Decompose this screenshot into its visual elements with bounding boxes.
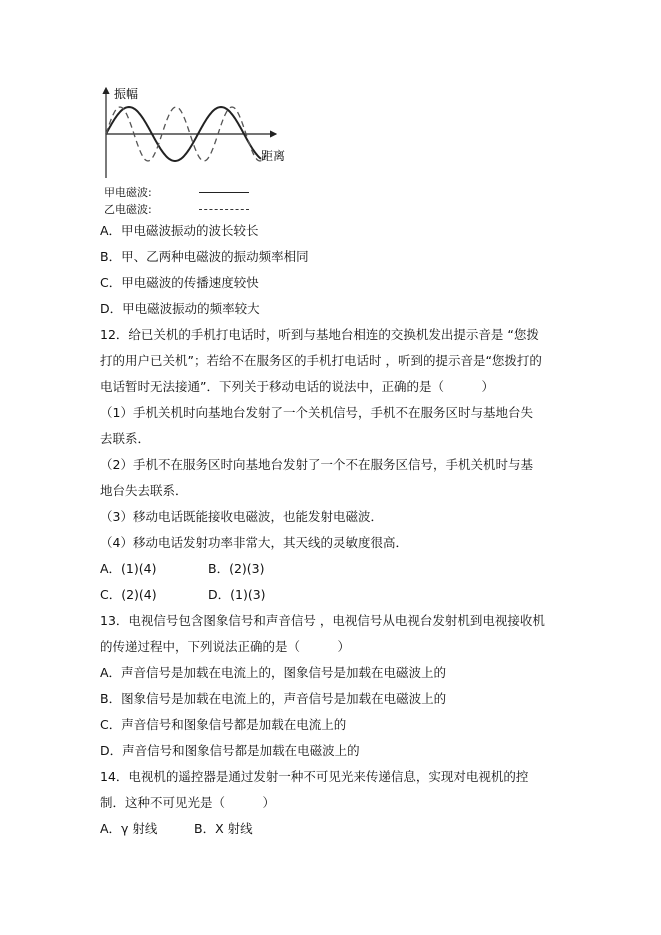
q12-option-a: A．(1)(4) bbox=[100, 561, 157, 576]
q12-options-row bbox=[100, 561, 265, 577]
q12-stem-line: 打的用户已关机”；若给不在服务区的手机打电话时 ，听到的提示音是“您拨打的 bbox=[100, 353, 542, 368]
q13-option-a: A．声音信号是加载在电流上的，图象信号是加载在电磁波上的 bbox=[100, 665, 447, 680]
q12-option-d: D．(1)(3) bbox=[208, 587, 266, 602]
q11-option-d: D．甲电磁波振动的频率较大 bbox=[100, 301, 260, 316]
q12-stem-line: 12．给已关机的手机打电话时，听到与基地台相连的交换机发出提示音是 “您拨 bbox=[100, 327, 539, 342]
q12-statement-line: 去联系． bbox=[100, 431, 151, 446]
legend-jia-line bbox=[199, 192, 249, 193]
q12-option-b: B．(2)(3) bbox=[208, 561, 265, 576]
legend-yi-label: 乙电磁波: bbox=[104, 203, 152, 216]
q14-option-a: A．γ 射线 bbox=[100, 821, 158, 836]
q13-option-c: C．声音信号和图象信号都是加载在电流上的 bbox=[100, 717, 347, 732]
q14-options-row bbox=[100, 821, 253, 837]
q12-statement-line: 地台失去联系． bbox=[100, 483, 188, 498]
wave-diagram bbox=[96, 82, 296, 182]
wave-figure bbox=[96, 82, 296, 182]
q13-stem-line: 13．电视信号包含图象信号和声音信号 ，电视信号从电视台发射机到电视接收机 bbox=[100, 613, 545, 628]
q11-option-c: C．甲电磁波的传播速度较快 bbox=[100, 275, 259, 290]
q12-statement-line: （1）手机关机时向基地台发射了一个关机信号，手机不在服务区时与基地台失 bbox=[100, 405, 533, 420]
q12-statement-line: （4）移动电话发射功率非常大，其天线的灵敏度很高． bbox=[100, 535, 408, 550]
q13-option-d: D．声音信号和图象信号都是加载在电磁波上的 bbox=[100, 743, 360, 758]
q11-option-a: A．甲电磁波振动的波长较长 bbox=[100, 223, 259, 238]
q12-options-row bbox=[100, 587, 266, 603]
legend-jia-label: 甲电磁波: bbox=[104, 186, 152, 199]
q14-option-b: B．X 射线 bbox=[194, 821, 253, 836]
x-axis-label: 距离 bbox=[261, 149, 286, 163]
q11-option-b: B．甲、乙两种电磁波的振动频率相同 bbox=[100, 249, 309, 264]
y-axis-label: 振幅 bbox=[114, 87, 139, 101]
q13-stem-line: 的传递过程中，下列说法正确的是（ ） bbox=[100, 639, 351, 654]
legend-jia bbox=[104, 184, 152, 200]
q12-statement-line: （2）手机不在服务区时向基地台发射了一个不在服务区信号，手机关机时与基 bbox=[100, 457, 533, 472]
q13-option-b: B．图象信号是加载在电流上的，声音信号是加载在电磁波上的 bbox=[100, 691, 447, 706]
legend-yi bbox=[104, 201, 152, 217]
legend-yi-line bbox=[199, 209, 249, 210]
q14-stem-line: 制．这种不可见光是（ ） bbox=[100, 795, 276, 810]
q12-option-c: C．(2)(4) bbox=[100, 587, 157, 602]
q12-stem-line: 电话暂时无法接通”．下列关于移动电话的说法中，正确的是（ ） bbox=[100, 379, 494, 394]
q14-stem-line: 14．电视机的遥控器是通过发射一种不可见光来传递信息，实现对电视机的控 bbox=[100, 769, 529, 784]
q12-statement-line: （3）移动电话既能接收电磁波，也能发射电磁波． bbox=[100, 509, 383, 524]
